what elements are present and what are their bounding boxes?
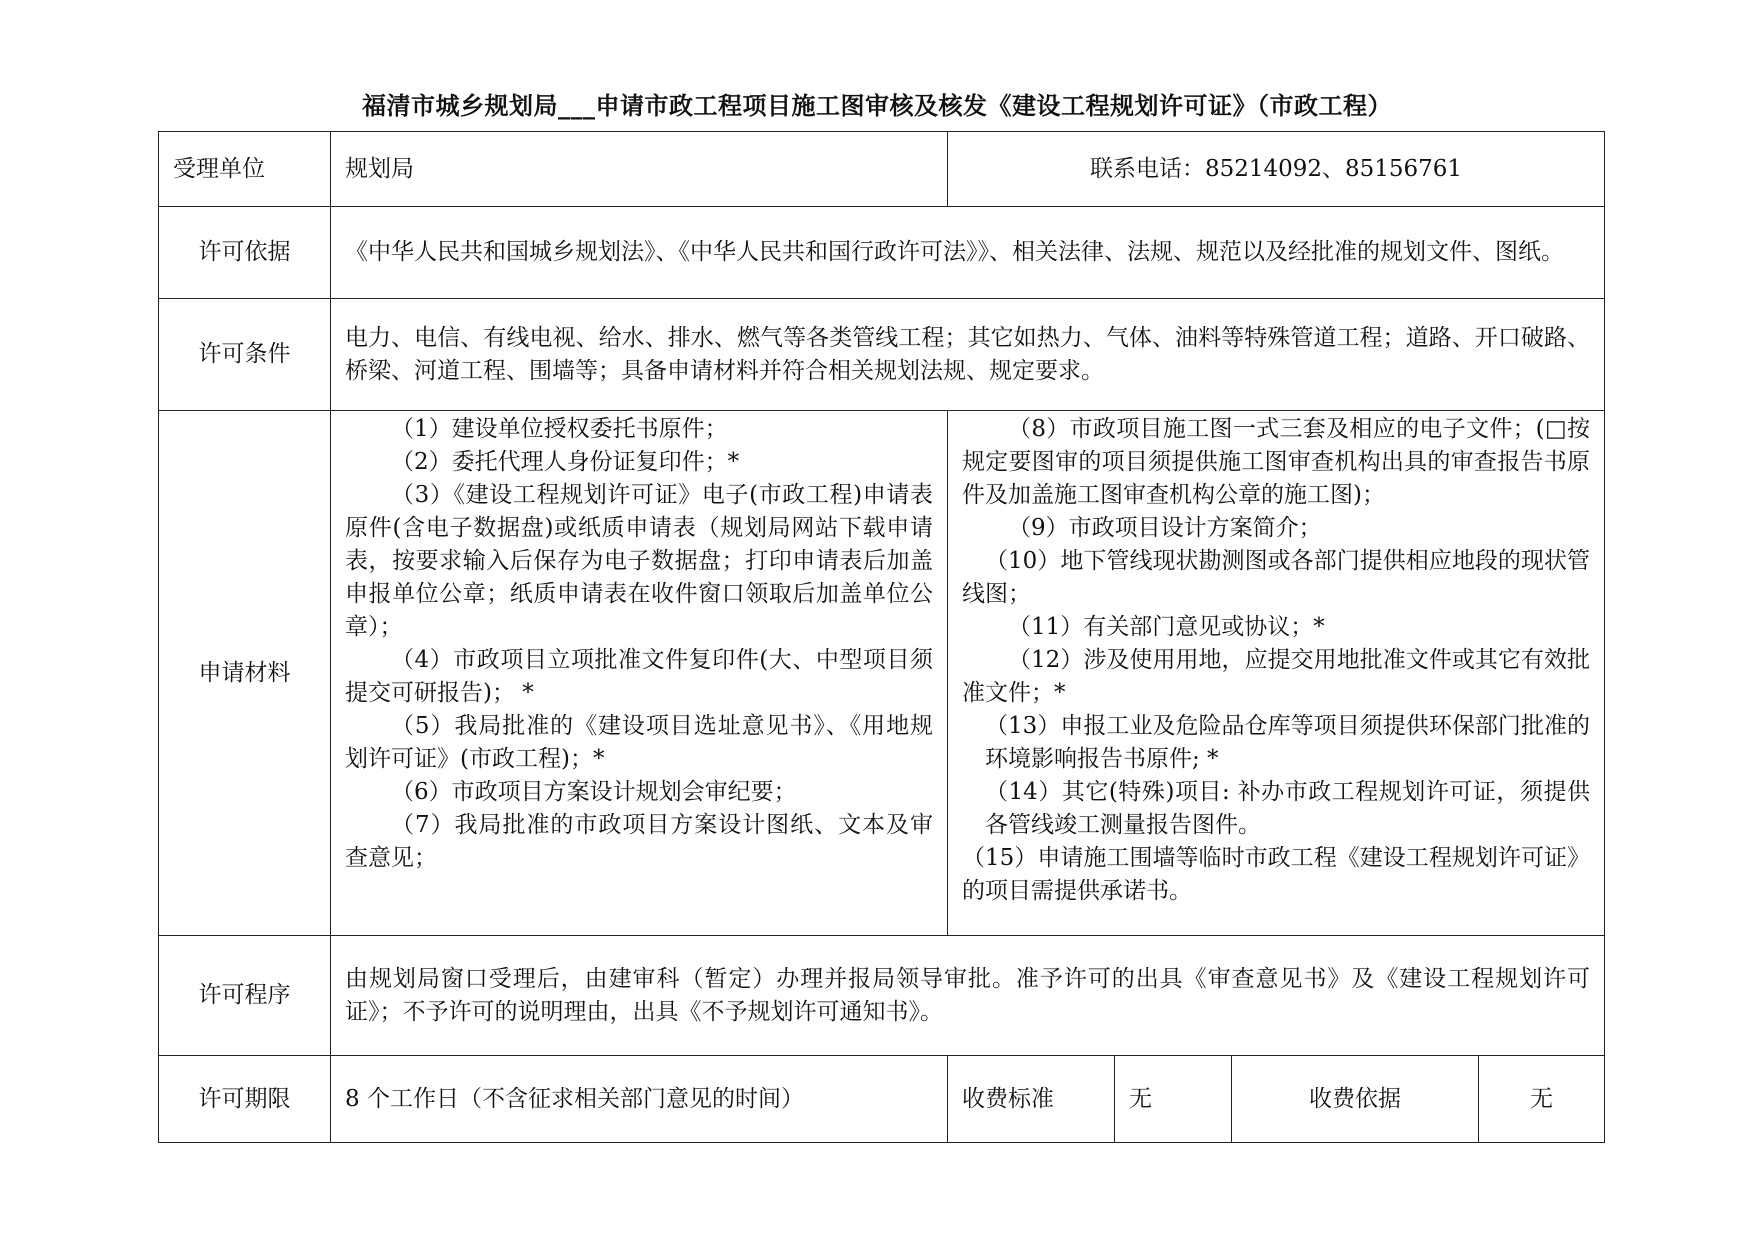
permit-info-table — [158, 131, 1605, 1143]
label-acceptance-unit: 受理单位 — [159, 132, 331, 207]
value-permit-conditions: 电力、电信、有线电视、给水、排水、燃气等各类管线工程；其它如热力、气体、油料等特殊管道工程；道路、开口破路、桥梁、河道工程、围墙等；具备申请材料并符合相关规划法规、规定要求。 — [331, 299, 1605, 411]
material-item: （14）其它(特殊)项目: 补办市政工程规划许可证，须提供各管线竣工测量报告图件。 — [985, 779, 1591, 838]
material-item: （13）申报工业及危险品仓库等项目须提供环保部门批准的环境影响报告书原件; * — [985, 713, 1591, 772]
material-item: （4）市政项目立项批准文件复印件(大、中型项目须提交可研报告)； * — [345, 647, 933, 706]
label-fee-basis: 收费依据 — [1232, 1056, 1479, 1143]
row-acceptance-unit — [159, 132, 1605, 207]
material-item: （11）有关部门意见或协议；* — [1008, 614, 1325, 640]
materials-left-column — [331, 411, 948, 936]
row-permit-procedure — [159, 936, 1605, 1056]
label-permit-basis: 许可依据 — [159, 207, 331, 299]
label-application-materials: 申请材料 — [159, 411, 331, 936]
value-permit-procedure: 由规划局窗口受理后，由建审科（暂定）办理并报局领导审批。准予许可的出具《审查意见书》及《建设工程规划许可证》；不予许可的说明理由，出具《不予规划许可通知书》。 — [331, 936, 1605, 1056]
material-item: （9）市政项目设计方案简介； — [1008, 515, 1322, 541]
label-fee-standard: 收费标准 — [948, 1056, 1115, 1143]
material-item: （6）市政项目方案设计规划会审纪要； — [391, 779, 797, 805]
value-fee-basis: 无 — [1479, 1056, 1605, 1143]
material-item: （1）建设单位授权委托书原件； — [391, 416, 728, 442]
label-permit-period: 许可期限 — [159, 1056, 331, 1143]
row-application-materials — [159, 411, 1605, 936]
row-permit-conditions — [159, 299, 1605, 411]
material-item: （3）《建设工程规划许可证》电子(市政工程)申请表原件(含电子数据盘)或纸质申请表（规划局网站下载申请表，按要求输入后保存为电子数据盘；打印申请表后加盖申报单位公章；纸质申请表在收件窗口领取后加盖单位公章）； — [345, 482, 933, 640]
label-permit-conditions: 许可条件 — [159, 299, 331, 411]
material-item: （7）我局批准的市政项目方案设计图纸、文本及审查意见； — [345, 812, 933, 871]
value-permit-period: 8 个工作日（不含征求相关部门意见的时间） — [331, 1056, 948, 1143]
materials-right-column — [948, 411, 1605, 936]
material-item: （12）涉及使用用地，应提交用地批准文件或其它有效批准文件；* — [962, 647, 1591, 706]
row-permit-basis — [159, 207, 1605, 299]
contact-phone: 联系电话：85214092、85156761 — [948, 132, 1605, 207]
material-item: （10）地下管线现状勘测图或各部门提供相应地段的现状管线图； — [962, 548, 1591, 607]
material-item: （5）我局批准的《建设项目选址意见书》、《用地规划许可证》(市政工程)；* — [345, 713, 933, 772]
value-acceptance-unit: 规划局 — [331, 132, 948, 207]
value-fee-standard: 无 — [1115, 1056, 1232, 1143]
label-permit-procedure: 许可程序 — [159, 936, 331, 1056]
value-permit-basis: 《中华人民共和国城乡规划法》、《中华人民共和国行政许可法》》、相关法律、法规、规范以及经批准的规划文件、图纸。 — [331, 207, 1605, 299]
row-permit-period — [159, 1056, 1605, 1143]
material-item: （8）市政项目施工图一式三套及相应的电子文件；(□按规定要图审的项目须提供施工图审查机构出具的审查报告书原件及加盖施工图审查机构公章的施工图)； — [962, 416, 1591, 508]
material-item: （2）委托代理人身份证复印件；* — [391, 449, 740, 475]
material-item: （15）申请施工围墙等临时市政工程《建设工程规划许可证》的项目需提供承诺书。 — [962, 845, 1591, 904]
document-title: 福清市城乡规划局___申请市政工程项目施工图审核及核发《建设工程规划许可证》（市政工程） — [362, 91, 1392, 120]
